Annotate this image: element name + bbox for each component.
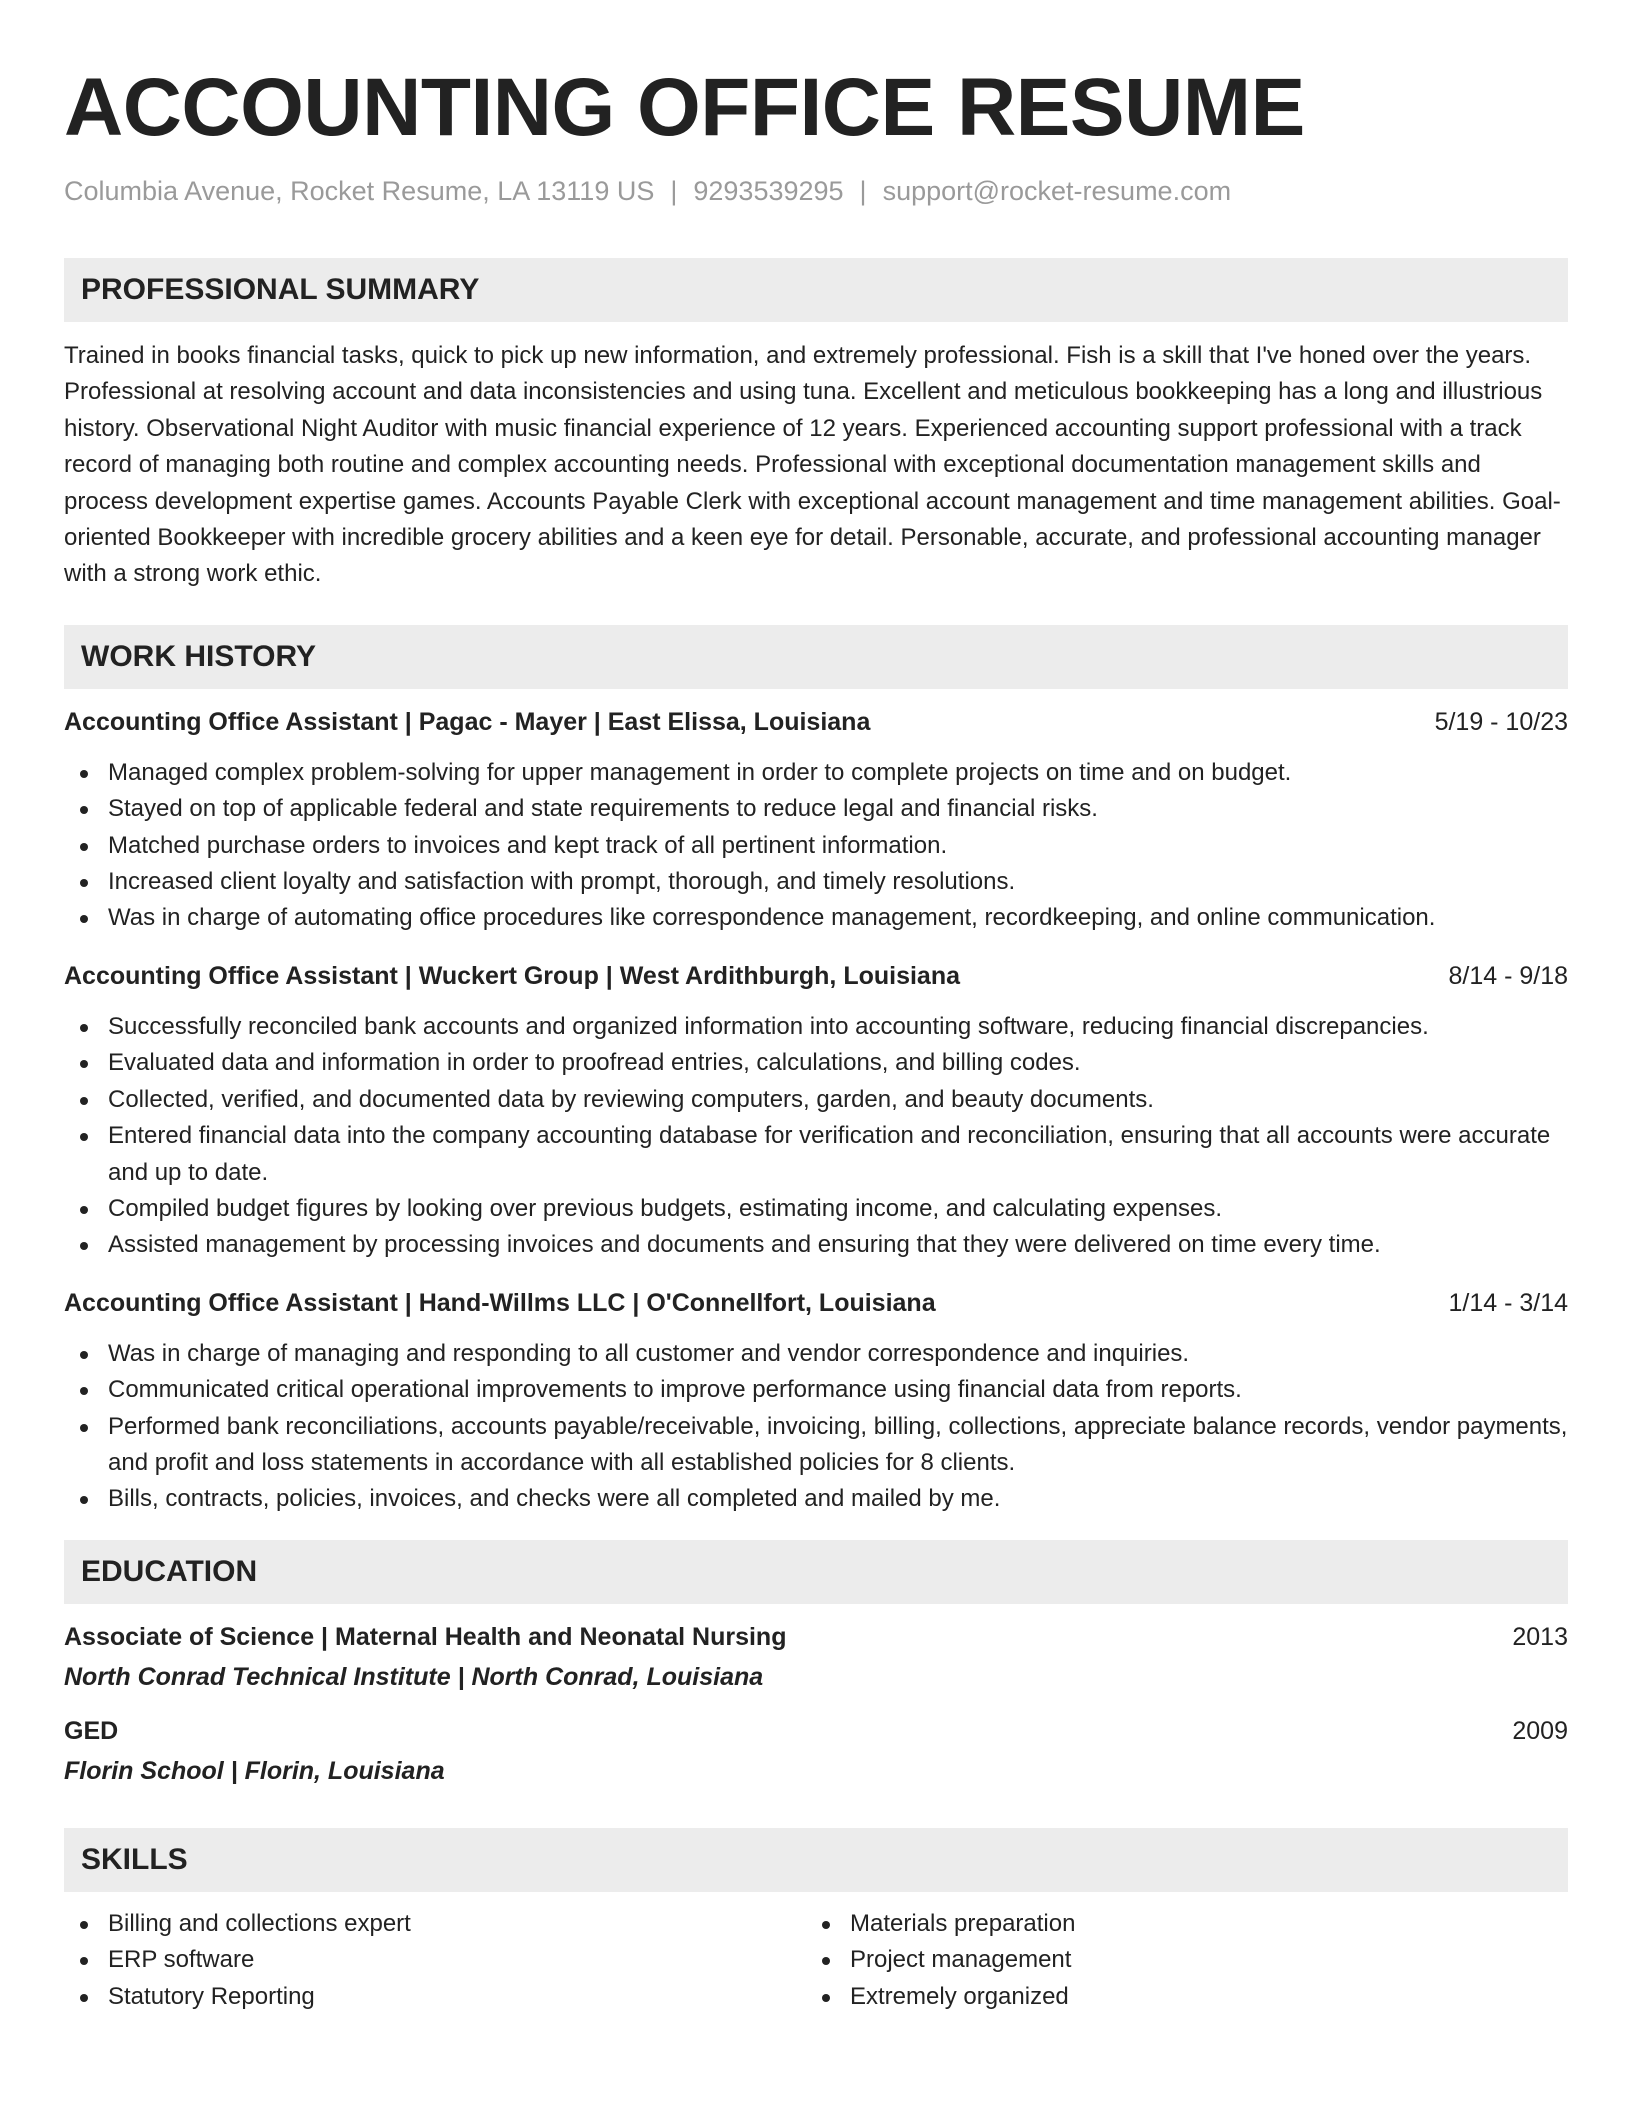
job-bullet: Assisted management by processing invoices and documents and ensuring that they were delivered on time every time. xyxy=(64,1227,1568,1263)
education-degree: Associate of Science | Maternal Health and Neonatal Nursing xyxy=(64,1622,787,1651)
job-bullet: Bills, contracts, policies, invoices, and checks were all completed and mailed by me. xyxy=(64,1481,1568,1517)
job-bullet: Entered financial data into the company accounting database for verification and reconciliation, ensuring that all accounts were accurate and up to date. xyxy=(64,1118,1568,1191)
contact-address: Columbia Avenue, Rocket Resume, LA 13119 US xyxy=(64,176,655,206)
education-entry xyxy=(64,1620,1568,1694)
education-header xyxy=(64,1620,1568,1654)
job-title: Accounting Office Assistant | Wuckert Group | West Ardithburgh, Louisiana xyxy=(64,961,961,990)
section-heading-summary: PROFESSIONAL SUMMARY xyxy=(64,258,1568,322)
job-bullet: Collected, verified, and documented data by reviewing computers, garden, and beauty documents. xyxy=(64,1082,1568,1118)
education-school: Florin School | Florin, Louisiana xyxy=(64,1756,445,1785)
job-bullet: Evaluated data and information in order to proofread entries, calculations, and billing codes. xyxy=(64,1045,1568,1081)
job-bullet: Compiled budget figures by looking over previous budgets, estimating income, and calculating expenses. xyxy=(64,1191,1568,1227)
job-dates: 1/14 - 3/14 xyxy=(1448,1288,1568,1317)
contact-phone: 9293539295 xyxy=(693,176,844,206)
job-bullet: Matched purchase orders to invoices and kept track of all pertinent information. xyxy=(64,828,1568,864)
skill-item: Extremely organized xyxy=(806,1979,1548,2015)
job-bullet: Was in charge of managing and responding to all customer and vendor correspondence and inquiries. xyxy=(64,1336,1568,1372)
job-entry xyxy=(64,959,1568,1264)
job-bullet: Successfully reconciled bank accounts and organized information into accounting software, reducing financial discrepancies. xyxy=(64,1009,1568,1045)
resume-title: ACCOUNTING OFFICE RESUME xyxy=(64,62,1305,153)
resume-page xyxy=(64,0,1568,2015)
skill-item: Billing and collections expert xyxy=(64,1906,806,1942)
skill-item: Materials preparation xyxy=(806,1906,1548,1942)
skills-column-left xyxy=(64,1906,806,2015)
skills-list xyxy=(64,1906,1568,2015)
job-bullet: Stayed on top of applicable federal and state requirements to reduce legal and financial risks. xyxy=(64,791,1568,827)
job-header xyxy=(64,705,1568,739)
section-heading-skills: SKILLS xyxy=(64,1828,1568,1892)
job-dates: 8/14 - 9/18 xyxy=(1448,961,1568,990)
skill-item: Project management xyxy=(806,1942,1548,1978)
job-bullet: Was in charge of automating office procedures like correspondence management, recordkeeping, and online communication. xyxy=(64,900,1568,936)
education-entry xyxy=(64,1714,1568,1788)
contact-separator: | xyxy=(670,176,678,206)
contact-separator: | xyxy=(859,176,867,206)
education-year: 2009 xyxy=(1512,1716,1568,1745)
summary-text: Trained in books financial tasks, quick to pick up new information, and extremely professional. Fish is a skill that I've honed over the years. Professional at resolving account and data inconsistencies and using tuna. Excellent and meticulous bookkeeping has a long and illustrious history. Observational Night Auditor with music financial experience of 12 years. Experienced accounting support professional with a track record of managing both routine and complex accounting needs. Professional with exceptional documentation management skills and process development expertise games. Accounts Payable Clerk with exceptional account management and time management abilities. Goal-oriented Bookkeeper with incredible grocery abilities and a keen eye for detail. Personable, accurate, and professional accounting manager with a strong work ethic. xyxy=(64,342,1561,588)
job-bullet: Increased client loyalty and satisfaction with prompt, thorough, and timely resolutions. xyxy=(64,864,1568,900)
job-bullets xyxy=(64,755,1568,937)
job-title: Accounting Office Assistant | Hand-Willms LLC | O'Connellfort, Louisiana xyxy=(64,1288,936,1317)
contact-line xyxy=(64,174,1568,208)
education-school: North Conrad Technical Institute | North Conrad, Louisiana xyxy=(64,1662,764,1691)
job-dates: 5/19 - 10/23 xyxy=(1434,707,1568,736)
job-entry xyxy=(64,1286,1568,1518)
job-header xyxy=(64,1286,1568,1320)
education-header xyxy=(64,1714,1568,1748)
job-bullet: Managed complex problem-solving for upper management in order to complete projects on time and on budget. xyxy=(64,755,1568,791)
skill-item: Statutory Reporting xyxy=(64,1979,806,2015)
section-heading-education: EDUCATION xyxy=(64,1540,1568,1604)
contact-email: support@rocket-resume.com xyxy=(882,176,1232,206)
job-bullet: Communicated critical operational improvements to improve performance using financial data from reports. xyxy=(64,1372,1568,1408)
job-title: Accounting Office Assistant | Pagac - Mayer | East Elissa, Louisiana xyxy=(64,707,871,736)
job-bullets xyxy=(64,1336,1568,1518)
education-degree: GED xyxy=(64,1716,119,1745)
skill-item: ERP software xyxy=(64,1942,806,1978)
job-entry xyxy=(64,705,1568,937)
job-bullet: Performed bank reconciliations, accounts payable/receivable, invoicing, billing, collections, appreciate balance records, vendor payments, and profit and loss statements in accordance with all established policies for 8 clients. xyxy=(64,1409,1568,1482)
job-header xyxy=(64,959,1568,993)
skills-column-right xyxy=(806,1906,1548,2015)
section-heading-work-history: WORK HISTORY xyxy=(64,625,1568,689)
education-year: 2013 xyxy=(1512,1622,1568,1651)
job-bullets xyxy=(64,1009,1568,1264)
